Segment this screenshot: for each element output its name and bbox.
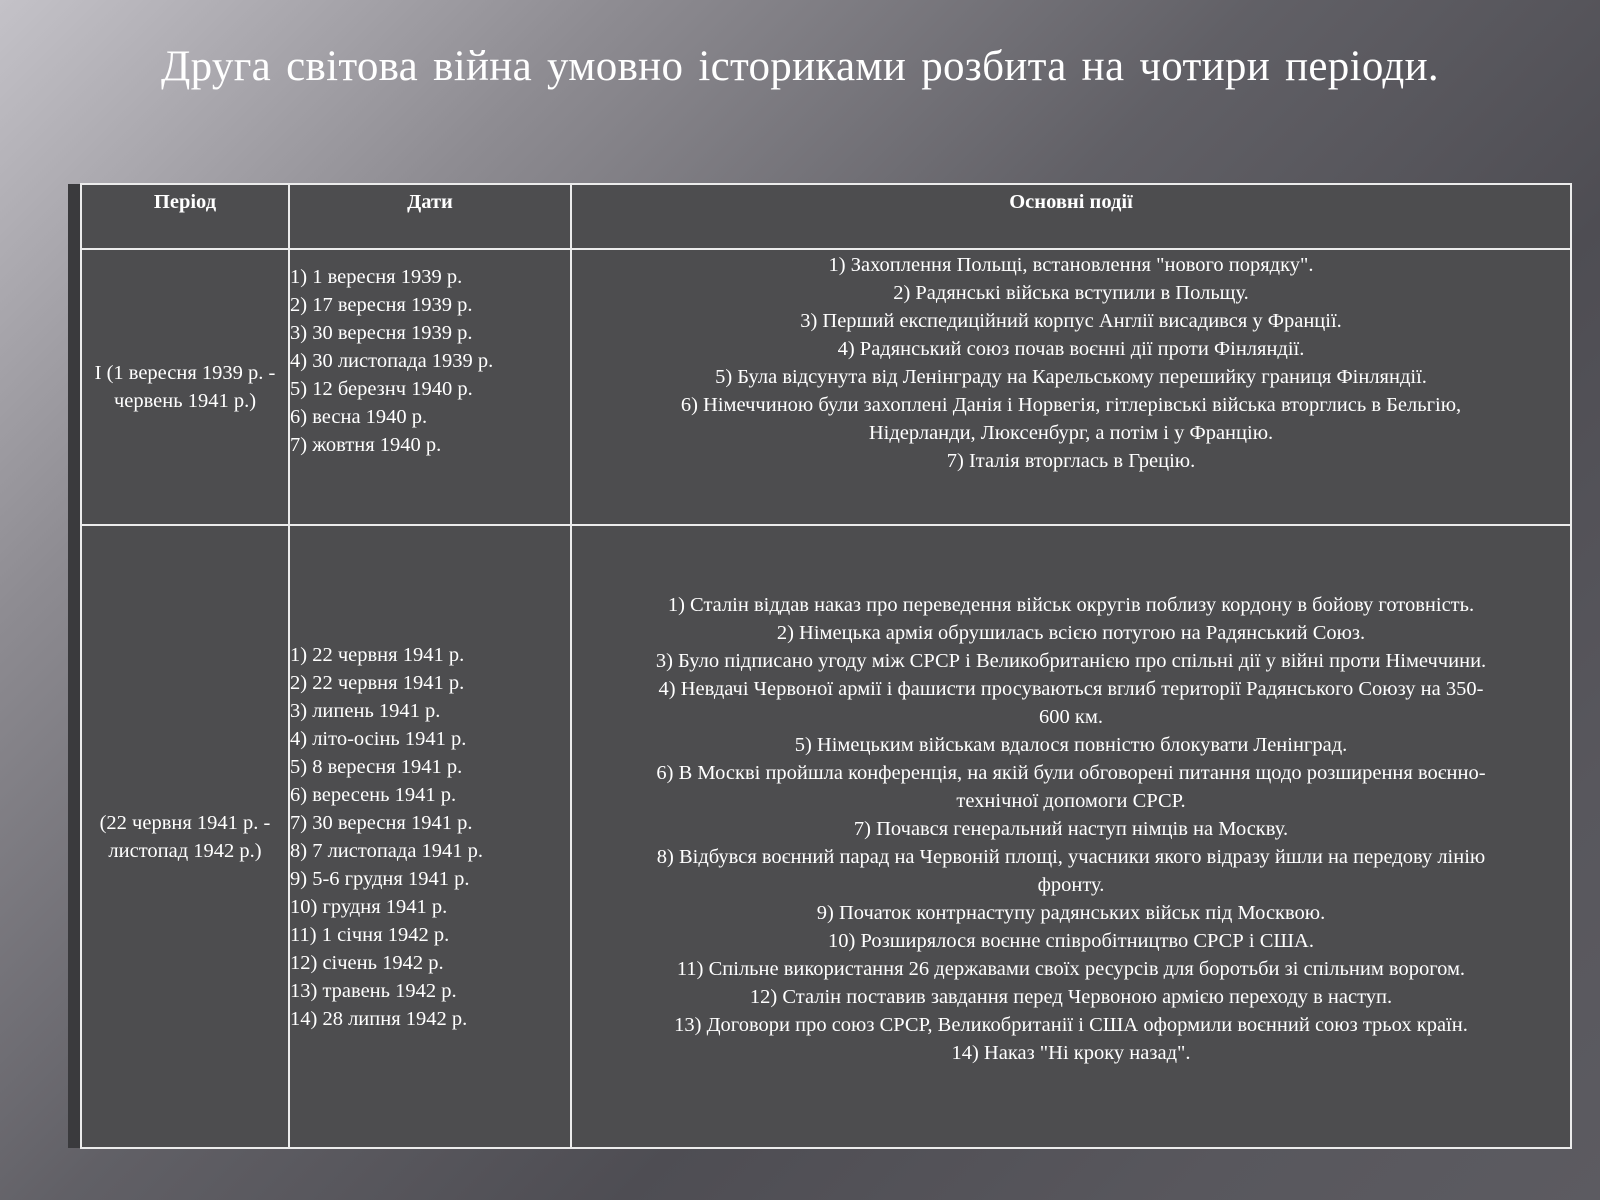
header-events: Основні події [571, 184, 1571, 249]
dates-cell [289, 249, 571, 525]
event-item: 6) Німеччиною були захоплені Данія і Норвегія, гітлерівські війська вторглись в Бельгію, [680, 394, 1462, 416]
date-item: 4) літо-осінь 1941 р. [290, 727, 467, 750]
header-period: Період [81, 184, 289, 249]
date-item: 9) 5-6 грудня 1941 р. [290, 867, 470, 890]
period-line: (22 червня 1941 р. - [99, 811, 271, 834]
date-item: 8) 7 листопада 1941 р. [290, 839, 484, 862]
date-item: 12) січень 1942 р. [290, 951, 444, 974]
date-item: 1) 1 вересня 1939 р. [290, 266, 463, 288]
date-item: 3) 30 вересня 1939 р. [290, 322, 473, 344]
event-item: 13) Договори про союз СРСР, Великобританії і США оформили воєнний союз трьох країн. [674, 1014, 1468, 1036]
event-item: 10) Розширялося воєнне співробітництво СРСР і США. [828, 930, 1314, 952]
event-item: 7) Італія вторглась в Грецію. [946, 450, 1196, 472]
event-item: 600 км. [1039, 706, 1103, 728]
table-row [81, 249, 1571, 525]
events-cell [571, 525, 1571, 1148]
event-item: 11) Спільне використання 26 державами своїх ресурсів для боротьби зі спільним ворогом. [676, 958, 1466, 980]
date-item: 14) 28 липня 1942 р. [290, 1007, 468, 1030]
table-row [81, 525, 1571, 1148]
event-item: 7) Почався генеральний наступ німців на Москву. [853, 818, 1289, 840]
event-item: Нідерланди, Люксенбург, а потім і у Францію. [868, 422, 1274, 444]
period-line: листопад 1942 р.) [108, 839, 262, 862]
event-item: 14) Наказ "Ні кроку назад". [951, 1042, 1191, 1064]
event-item: 3) Було підписано угоду між СРСР і Великобританією про спільні дії у війні проти Німеччини. [655, 650, 1487, 672]
event-item: 12) Сталін поставив завдання перед Червоною армією переходу в наступ. [749, 986, 1393, 1008]
date-item: 10) грудня 1941 р. [290, 895, 448, 918]
date-item: 2) 17 вересня 1939 р. [290, 294, 473, 316]
date-item: 6) весна 1940 р. [290, 406, 428, 428]
event-item: 1) Сталін віддав наказ про переведення військ округів поблизу кордону в бойову готовність. [667, 594, 1475, 616]
event-item: 5) Була відсунута від Ленінграду на Карельському перешийку границя Фінляндії. [715, 366, 1427, 388]
date-item: 5) 8 вересня 1941 р. [290, 755, 463, 778]
date-item: 4) 30 листопада 1939 р. [290, 350, 494, 372]
event-item: 2) Німецька армія обрушилась всією потугою на Радянський Союз. [776, 622, 1366, 644]
date-item: 11) 1 січня 1942 р. [290, 923, 450, 946]
period-line: I (1 вересня 1939 р. - [94, 362, 276, 384]
date-item: 13) травень 1942 р. [290, 979, 457, 1002]
date-item: 6) вересень 1941 р. [290, 783, 457, 806]
date-item: 1) 22 червня 1941 р. [290, 643, 465, 666]
date-item: 3) липень 1941 р. [290, 699, 441, 722]
period-cell [81, 249, 289, 525]
event-item: 6) В Москві пройшла конференція, на якій були обговорені питання щодо розширення воєнно- [656, 762, 1486, 784]
event-item: 3) Перший експедиційний корпус Англії висадився у Франції. [800, 310, 1342, 332]
date-item: 2) 22 червня 1941 р. [290, 671, 465, 694]
events-cell [571, 249, 1571, 525]
event-item: фронту. [1037, 874, 1105, 896]
event-item: 5) Німецьким військам вдалося повністю блокувати Ленінград. [794, 734, 1348, 756]
header-dates: Дати [289, 184, 571, 249]
period-cell [81, 525, 289, 1148]
date-item: 7) 30 вересня 1941 р. [290, 811, 473, 834]
periods-table [80, 183, 1572, 1149]
event-item: 4) Радянський союз почав воєнні дії проти Фінляндії. [837, 338, 1305, 360]
date-item: 5) 12 березнч 1940 р. [290, 378, 473, 400]
slide-title: Друга світова війна умовно істориками розбита на чотири періоди. [161, 43, 1439, 90]
date-item: 7) жовтня 1940 р. [290, 434, 442, 456]
event-item: 9) Початок контрнаступу радянських військ під Москвою. [816, 902, 1326, 924]
table-header-row [81, 184, 1571, 249]
event-item: 2) Радянські війська вступили в Польщу. [893, 282, 1249, 304]
dates-cell [289, 525, 571, 1148]
period-line: червень 1941 р.) [113, 390, 257, 412]
event-item: 1) Захоплення Польщі, встановлення "нового порядку". [828, 254, 1314, 276]
event-item: 4) Невдачі Червоної армії і фашисти просуваються вглиб території Радянського Союзу на 350- [658, 678, 1484, 700]
left-accent-bar [68, 184, 80, 1148]
event-item: технічної допомоги СРСР. [956, 790, 1186, 812]
event-item: 8) Відбувся воєнний парад на Червоній площі, учасники якого відразу йшли на передову лінію [656, 846, 1486, 868]
